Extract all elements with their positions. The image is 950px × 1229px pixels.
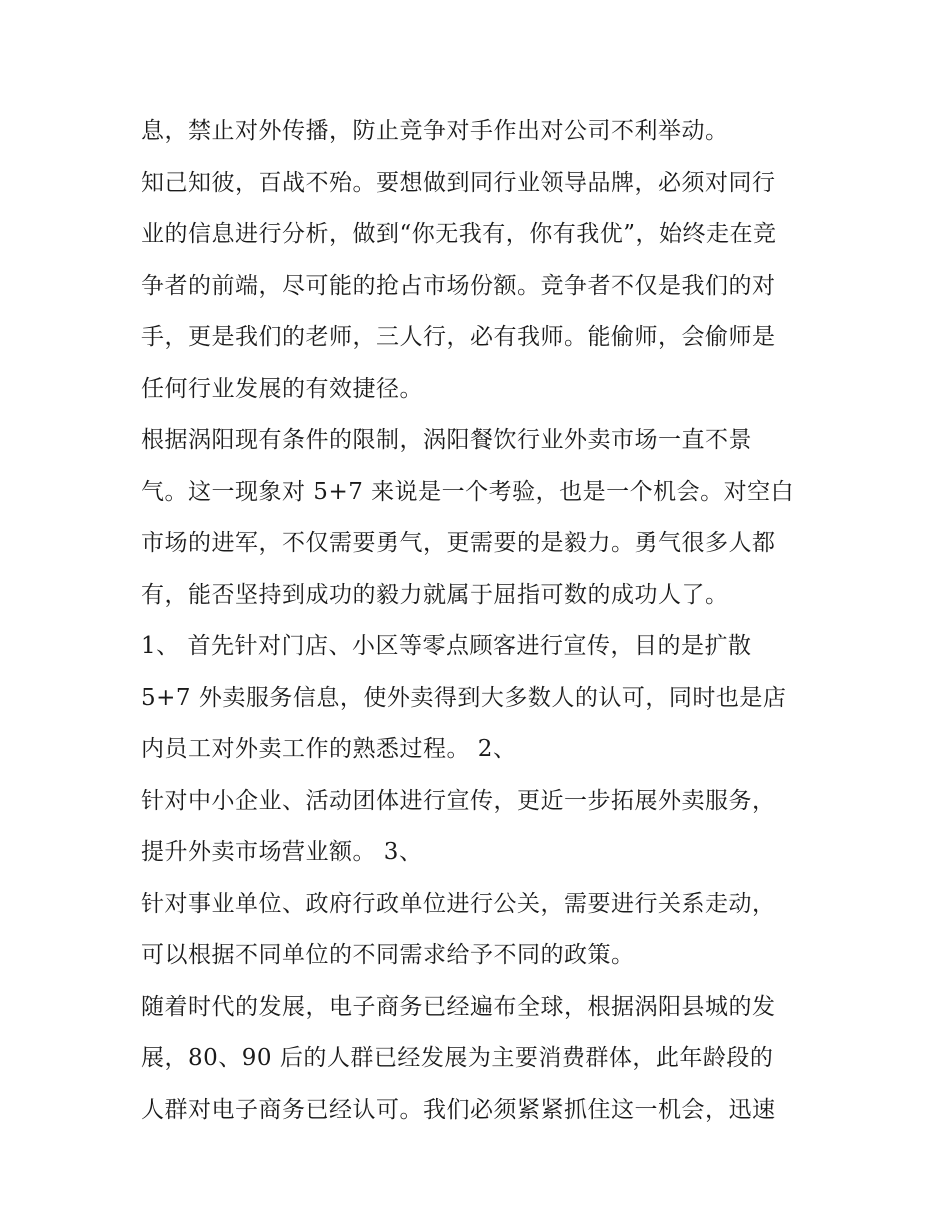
text-line: 人群对电子商务已经认可。我们必须紧紧抓住这一机会，迅速: [141, 1096, 776, 1123]
text-line: 展，80、90 后的人群已经发展为主要消费群体，此年龄段的: [141, 1045, 774, 1071]
text-line: 根据涡阳现有条件的限制，涡阳餐饮行业外卖市场一直不景: [141, 427, 752, 453]
document-body-text: [141, 106, 821, 1136]
text-line: 内员工对外卖工作的熟悉过程。 2、: [141, 736, 517, 762]
text-line: 市场的进军，不仅需要勇气，更需要的是毅力。勇气很多人都: [141, 530, 776, 556]
text-line: 针对事业单位、政府行政单位进行公关，需要进行关系走动，: [141, 890, 776, 917]
text-line: 手，更是我们的老师，三人行，必有我师。能偷师，会偷师是: [141, 324, 776, 350]
text-line: 争者的前端，尽可能的抢占市场份额。竞争者不仅是我们的对: [141, 272, 776, 299]
text-line: 可以根据不同单位的不同需求给予不同的政策。: [141, 942, 635, 968]
text-line: 气。这一现象对 5+7 来说是一个考验，也是一个机会。对空白: [141, 478, 795, 505]
text-line: 知己知彼，百战不殆。要想做到同行业领导品牌，必须对同行: [141, 169, 776, 196]
text-line: 业的信息进行分析，做到“你无我有，你有我优”，始终走在竞: [141, 221, 777, 247]
text-line: 息，禁止对外传播，防止竞争对手作出对公司不利举动。: [141, 118, 729, 144]
text-line: 有，能否坚持到成功的毅力就属于屈指可数的成功人了。: [141, 581, 729, 608]
text-line: 针对中小企业、活动团体进行宣传，更近一步拓展外卖服务，: [141, 787, 776, 814]
text-line: 任何行业发展的有效捷径。: [141, 375, 423, 402]
text-line: 随着时代的发展，电子商务已经遍布全球，根据涡阳县城的发: [141, 993, 776, 1020]
text-line: 5+7 外卖服务信息，使外卖得到大多数人的认可，同时也是店: [141, 684, 787, 711]
text-line: 提升外卖市场营业额。 3、: [141, 839, 423, 865]
text-line: 1、 首先针对门店、小区等零点顾客进行宣传，目的是扩散: [141, 633, 752, 659]
